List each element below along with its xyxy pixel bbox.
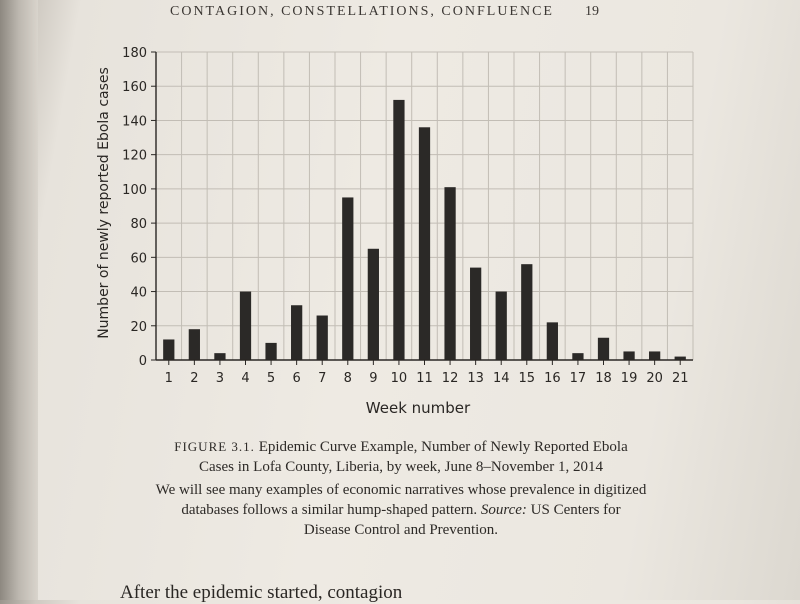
- x-tick-label-10: 10: [390, 371, 408, 386]
- x-tick-label-12: 12: [441, 371, 459, 386]
- bar-week-8: [342, 197, 353, 360]
- figure-caption-title: [96, 437, 706, 477]
- bar-week-4: [240, 292, 251, 360]
- chart-bars: [163, 100, 686, 360]
- x-tick-label-19: 19: [620, 371, 638, 386]
- bar-week-15: [521, 264, 532, 360]
- bar-week-3: [214, 353, 225, 360]
- body-text: After the epidemic started, contagion: [120, 582, 403, 603]
- bar-week-20: [649, 351, 660, 360]
- caption-body-line2: databases follows a similar hump-shaped pattern.: [181, 502, 478, 518]
- caption-title-line1: Epidemic Curve Example, Number of Newly Reported Ebola: [258, 439, 628, 455]
- y-tick-label-140: 140: [122, 114, 147, 130]
- caption-body-line1: We will see many examples of economic narratives whose prevalence in digitized: [155, 482, 647, 498]
- bar-week-17: [572, 353, 583, 360]
- x-tick-label-8: 8: [343, 371, 352, 386]
- bar-week-1: [163, 339, 174, 360]
- y-tick-label-60: 60: [130, 251, 147, 267]
- bar-week-11: [419, 127, 430, 360]
- y-tick-label-160: 160: [122, 80, 147, 96]
- figure-caption-body: [96, 480, 706, 540]
- caption-source-line1: US Centers for: [530, 502, 621, 518]
- bar-week-14: [496, 292, 507, 360]
- bar-week-18: [598, 338, 609, 360]
- x-tick-label-20: 20: [646, 371, 663, 386]
- caption-source-line2: Disease Control and Prevention.: [303, 522, 499, 538]
- x-tick-label-2: 2: [190, 371, 199, 386]
- running-head-title: CONTAGION, CONSTELLATIONS, CONFLUENCE: [170, 4, 554, 19]
- x-tick-label-4: 4: [241, 371, 250, 386]
- x-tick-label-18: 18: [595, 371, 612, 386]
- bar-week-2: [189, 329, 200, 360]
- y-tick-labels: [122, 46, 147, 369]
- bar-week-7: [317, 316, 328, 360]
- bar-week-12: [444, 187, 455, 360]
- y-tick-label-100: 100: [122, 182, 147, 198]
- x-tick-label-6: 6: [292, 371, 301, 386]
- x-tick-label-9: 9: [369, 371, 378, 386]
- caption-title-line2: Cases in Lofa County, Liberia, by week, June 8–November 1, 2014: [199, 459, 603, 475]
- x-tick-label-3: 3: [215, 371, 225, 386]
- x-tick-label-17: 17: [569, 371, 587, 386]
- x-tick-label-15: 15: [518, 371, 536, 386]
- y-tick-label-80: 80: [130, 217, 147, 233]
- x-tick-label-5: 5: [266, 371, 276, 386]
- x-tick-label-1: 1: [164, 371, 173, 386]
- x-axis-label: Week number: [365, 399, 471, 417]
- x-tick-label-7: 7: [318, 371, 327, 386]
- x-tick-label-11: 11: [416, 371, 433, 386]
- bar-week-6: [291, 305, 302, 360]
- bar-week-16: [547, 322, 558, 360]
- y-tick-label-180: 180: [122, 46, 147, 61]
- page-number: 19: [585, 4, 599, 19]
- bar-week-5: [265, 343, 276, 360]
- bar-week-10: [393, 100, 404, 360]
- x-tick-label-21: 21: [671, 371, 689, 386]
- x-tick-labels: [165, 371, 689, 386]
- y-axis-label: Number of newly reported Ebola cases: [96, 67, 112, 339]
- bar-week-13: [470, 268, 481, 360]
- x-tick-label-14: 14: [492, 371, 510, 386]
- y-tick-label-120: 120: [122, 148, 147, 164]
- x-tick-label-16: 16: [544, 371, 561, 386]
- bar-week-19: [623, 351, 634, 360]
- y-tick-label-20: 20: [130, 319, 147, 335]
- y-tick-label-40: 40: [130, 285, 147, 301]
- y-tick-label-0: 0: [138, 354, 147, 369]
- x-tick-label-13: 13: [467, 371, 484, 386]
- bar-week-9: [368, 249, 379, 360]
- figure-label: FIGURE 3.1.: [174, 439, 255, 454]
- caption-source-label: Source:: [480, 502, 527, 518]
